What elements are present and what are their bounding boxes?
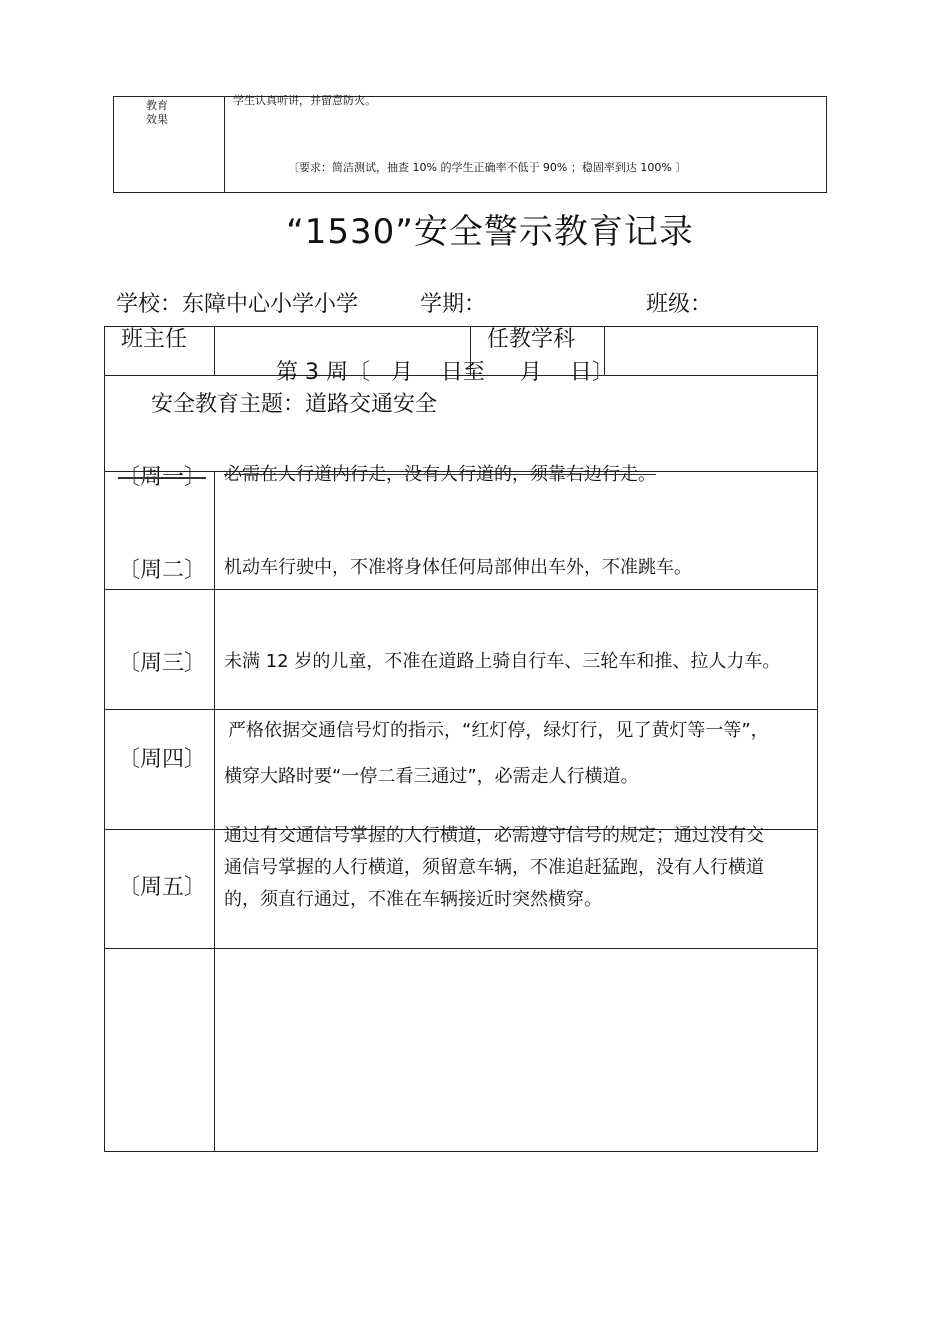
subject-label: 任教学科 — [487, 327, 576, 352]
class-field: 班级： — [646, 292, 713, 317]
week-range: 第 3 周〔 月 日至 月 日〕 — [276, 360, 614, 385]
day-label-mon: 〔周一〕 — [118, 465, 207, 490]
effect-label-1: 教育 — [146, 99, 168, 112]
effect-content: 学生认真听讲，并留意防火。 — [233, 94, 376, 107]
day-content-thu-2: 横穿大路时要“一停二看三通过”，必需走人行横道。 — [224, 766, 639, 787]
day-label-tue: 〔周二〕 — [118, 558, 207, 583]
day-content-mon: 必需在人行道内行走，没有人行道的，须靠右边行走。 — [224, 464, 656, 485]
day-content-thu-1: 严格依据交通信号灯的指示，“红灯停，绿灯行，见了黄灯等一等”， — [228, 720, 769, 741]
day-content-fri-3: 的，须直行通过，不准在车辆接近时突然横穿。 — [224, 889, 602, 910]
day-content-tue: 机动车行驶中，不准将身体任何局部伸出车外，不准跳车。 — [224, 557, 692, 578]
head-teacher-label: 班主任 — [121, 327, 188, 352]
page-title: “1530”安全警示教育记录 — [286, 212, 694, 252]
safety-theme: 安全教育主题：道路交通安全 — [151, 392, 438, 417]
day-label-fri: 〔周五〕 — [118, 875, 207, 900]
day-content-fri-2: 通信号掌握的人行横道，须留意车辆，不准追赶猛跑，没有人行横道 — [224, 857, 764, 878]
effect-label-2: 效果 — [146, 113, 168, 126]
day-content-fri-1: 通过有交通信号掌握的人行横道，必需遵守信号的规定；通过没有交 — [224, 825, 764, 846]
term-field: 学期： — [420, 292, 487, 317]
day-label-wed: 〔周三〕 — [118, 651, 207, 676]
day-content-wed: 未满 12 岁的儿童，不准在道路上骑自行车、三轮车和推、拉人力车。 — [224, 651, 781, 672]
effect-requirement: 〔要求：简洁测试，抽查 10% 的学生正确率不低于 90% ；稳固率到达 100% 〕 — [288, 161, 687, 174]
school-field: 学校：东障中心小学小学 — [116, 292, 359, 317]
day-label-thu: 〔周四〕 — [118, 747, 207, 772]
